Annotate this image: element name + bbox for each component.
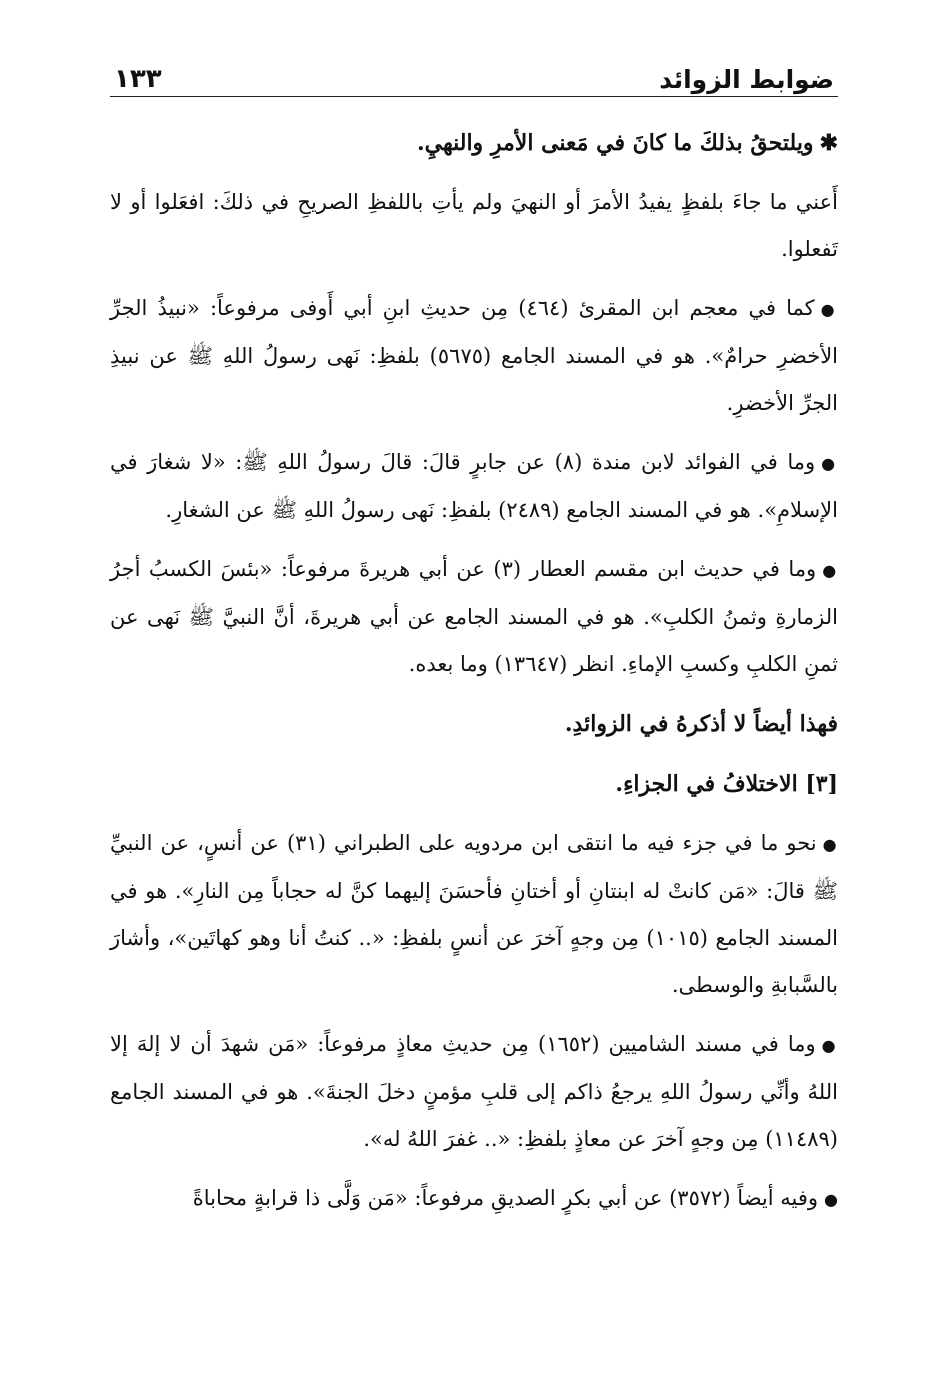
section-heading-1 xyxy=(110,119,838,167)
example-paragraph-4 xyxy=(110,820,838,1009)
intro-paragraph: أَعني ما جاءَ بلفظٍ يفيدُ الأمرَ أو النهيَ ولم يأتِ باللفظِ الصريحِ في ذلكَ: افعَلوا أو لا تَفعلوا. xyxy=(110,190,838,261)
heading-1-text: ويلتحقُ بذلكَ ما كانَ في مَعنى الأمرِ والنهيِ. xyxy=(416,130,814,156)
example-5-text: وما في مسند الشاميين (١٦٥٢) مِن حديثِ معاذٍ مرفوعاً: «مَن شهدَ أن لا إلهَ إلا اللهُ وأنِّي رسولُ اللهِ يرجعُ ذاكم إلى قلبِ مؤمنٍ دخلَ الجنةَ». هو في المسند الجامع (١١٤٨٩) مِن وجهٍ آخرَ عن معاذٍ بلفظِ: «.. غفرَ اللهُ له». xyxy=(110,1032,838,1151)
section-heading-2: [٣] الاختلافُ في الجزاءِ. xyxy=(615,771,838,797)
example-3-text: وما في حديث ابن مقسم العطار (٣) عن أبي هريرةَ مرفوعاً: «بئسَ الكسبُ أجرُ الزمارةِ وثمنُ الكلبِ». هو في المسند الجامع عن أبي هريرةَ، أنَّ النبيَّ ﷺ نَهى عن ثمنِ الكلبِ وكسبِ الإماءِ. انظر (١٣٦٤٧) وما بعده. xyxy=(110,557,838,676)
example-paragraph-1 xyxy=(110,285,838,427)
example-paragraph-5 xyxy=(110,1021,838,1163)
example-paragraph-3 xyxy=(110,546,838,688)
page-number: ١٣٣ xyxy=(114,64,162,94)
running-header xyxy=(110,56,838,97)
example-2-text: وما في الفوائد لابن مندة (٨) عن جابرٍ قالَ: قالَ رسولُ اللهِ ﷺ: «لا شغارَ في الإسلامِ». هو في المسند الجامع (٢٤٨٩) بلفظِ: نَهى رسولُ اللهِ ﷺ عن الشغارِ. xyxy=(110,450,838,522)
bullet-icon: ● xyxy=(821,1036,838,1055)
bullet-icon: ● xyxy=(821,454,838,473)
example-paragraph-2 xyxy=(110,439,838,534)
asterisk-icon: ✱ xyxy=(819,130,838,156)
page-body xyxy=(110,97,838,1223)
example-1-text: كما في معجم ابن المقرئ (٤٦٤) مِن حديثِ ابنِ أبي أَوفى مرفوعاً: «نبيذُ الجرِّ الأخضرِ حرامٌ». هو في المسند الجامع (٥٦٧٥) بلفظِ: نَهى رسولُ اللهِ ﷺ عن نبيذِ الجرِّ الأخضرِ. xyxy=(110,296,839,415)
example-4-text: نحو ما في جزء فيه ما انتقى ابن مردويه على الطبراني (٣١) عن أنسٍ، عن النبيِّ ﷺ قالَ: «مَن كانتْ له ابنتانِ أو أختانِ فأحسَنَ إليهما كنَّ له حجاباً مِن النارِ». هو في المسند الجامع (١٠١٥) مِن وجهٍ آخرَ عن أنسٍ بلفظِ: «.. كنتُ أنا وهو كهاتَين»، وأشارَ بالسَّبابةِ والوسطى. xyxy=(110,831,838,997)
bullet-icon: ● xyxy=(824,1190,838,1209)
example-paragraph-6 xyxy=(110,1175,838,1223)
book-page xyxy=(110,56,838,1235)
bullet-icon: ● xyxy=(822,835,838,854)
running-title: ضوابط الزوائد xyxy=(659,65,834,94)
conclusion-line: فهذا أيضاً لا أذكرهُ في الزوائدِ. xyxy=(564,711,838,737)
bullet-icon: ● xyxy=(822,561,838,580)
bullet-icon: ● xyxy=(820,300,838,319)
example-6-text: وفيه أيضاً (٣٥٧٢) عن أبي بكرٍ الصديقِ مرفوعاً: «مَن وَلَّى ذا قرابةٍ محاباةً xyxy=(192,1186,819,1210)
